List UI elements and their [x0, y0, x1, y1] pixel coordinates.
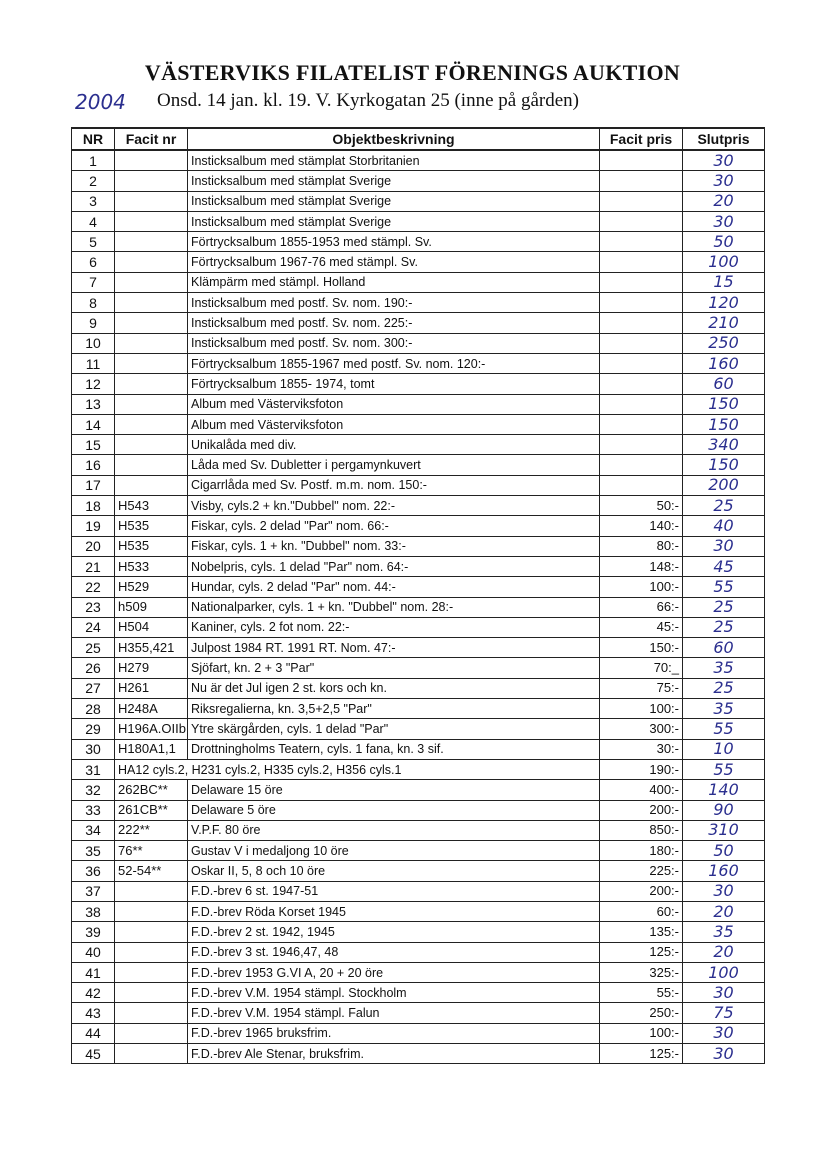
table-row — [72, 455, 765, 475]
row-facit-price: 135:- — [600, 922, 683, 942]
row-facit-number: 261CB** — [115, 800, 188, 820]
row-description: Fiskar, cyls. 1 + kn. "Dubbel" nom. 33:- — [188, 536, 600, 556]
row-number: 5 — [72, 232, 115, 252]
row-facit-price: 148:- — [600, 556, 683, 576]
document-title: VÄSTERVIKS FILATELIST FÖRENINGS AUKTION — [144, 60, 681, 85]
table-row — [72, 374, 765, 394]
row-facit-price — [600, 171, 683, 191]
row-final-price: 150 — [683, 455, 765, 475]
row-description: F.D.-brev 2 st. 1942, 1945 — [188, 922, 600, 942]
table-row — [72, 901, 765, 921]
row-facit-number — [115, 374, 188, 394]
row-facit-number: H504 — [115, 617, 188, 637]
table-row — [72, 536, 765, 556]
row-facit-number — [115, 942, 188, 962]
row-description: Visby, cyls.2 + kn."Dubbel" nom. 22:- — [188, 496, 600, 516]
row-facit-price: 80:- — [600, 536, 683, 556]
row-facit-number: H248A — [115, 699, 188, 719]
row-facit-price: 100:- — [600, 699, 683, 719]
row-description: F.D.-brev V.M. 1954 stämpl. Stockholm — [188, 983, 600, 1003]
row-description: Fiskar, cyls. 2 delad "Par" nom. 66:- — [188, 516, 600, 536]
row-number: 1 — [72, 150, 115, 171]
row-facit-price: 66:- — [600, 597, 683, 617]
row-number: 38 — [72, 901, 115, 921]
table-row — [72, 678, 765, 698]
row-facit-number: h509 — [115, 597, 188, 617]
table-row — [72, 1044, 765, 1064]
row-description: Förtrycksalbum 1855-1967 med postf. Sv. nom. 120:- — [188, 353, 600, 373]
row-facit-number — [115, 435, 188, 455]
row-description: Förtrycksalbum 1967-76 med stämpl. Sv. — [188, 252, 600, 272]
table-row — [72, 516, 765, 536]
row-description: Nobelpris, cyls. 1 delad "Par" nom. 64:- — [188, 556, 600, 576]
row-number: 26 — [72, 658, 115, 678]
row-number: 24 — [72, 617, 115, 637]
event-details: Onsd. 14 jan. kl. 19. V. Kyrkogatan 25 (inne på gården) — [157, 90, 579, 111]
row-final-price: 150 — [683, 394, 765, 414]
row-description: Nationalparker, cyls. 1 + kn. "Dubbel" nom. 28:- — [188, 597, 600, 617]
row-facit-price: 45:- — [600, 617, 683, 637]
table-header-row — [72, 128, 765, 150]
row-final-price: 50 — [683, 841, 765, 861]
row-description: Kaniner, cyls. 2 fot nom. 22:- — [188, 617, 600, 637]
row-description: Oskar II, 5, 8 och 10 öre — [188, 861, 600, 881]
table-row — [72, 171, 765, 191]
row-facit-price — [600, 333, 683, 353]
row-facit-price: 180:- — [600, 841, 683, 861]
row-facit-price — [600, 150, 683, 171]
row-facit-number — [115, 1044, 188, 1064]
row-description: Riksregalierna, kn. 3,5+2,5 "Par" — [188, 699, 600, 719]
row-number: 35 — [72, 841, 115, 861]
row-facit-number: 52-54** — [115, 861, 188, 881]
row-final-price: 140 — [683, 780, 765, 800]
row-final-price: 100 — [683, 962, 765, 982]
table-row — [72, 942, 765, 962]
row-facit-price — [600, 414, 683, 434]
table-row — [72, 658, 765, 678]
row-description: Hundar, cyls. 2 delad "Par" nom. 44:- — [188, 577, 600, 597]
row-description: Delaware 5 öre — [188, 800, 600, 820]
table-row — [72, 435, 765, 455]
row-final-price: 75 — [683, 1003, 765, 1023]
row-number: 21 — [72, 556, 115, 576]
row-facit-price: 30:- — [600, 739, 683, 759]
row-facit-number — [115, 252, 188, 272]
row-description: Cigarrlåda med Sv. Postf. m.m. nom. 150:- — [188, 475, 600, 495]
table-row — [72, 272, 765, 292]
table-row — [72, 353, 765, 373]
row-facit-number: 262BC** — [115, 780, 188, 800]
row-final-price: 20 — [683, 901, 765, 921]
row-facit-price — [600, 374, 683, 394]
row-facit-number — [115, 272, 188, 292]
row-facit-number: H535 — [115, 536, 188, 556]
row-number: 11 — [72, 353, 115, 373]
row-final-price: 120 — [683, 293, 765, 313]
row-final-price: 160 — [683, 353, 765, 373]
row-facit-price — [600, 272, 683, 292]
row-number: 4 — [72, 211, 115, 231]
table-row — [72, 150, 765, 171]
row-number: 8 — [72, 293, 115, 313]
row-facit-number — [115, 211, 188, 231]
row-facit-price: 325:- — [600, 962, 683, 982]
row-facit-number — [115, 901, 188, 921]
row-description: Album med Västerviksfoton — [188, 414, 600, 434]
row-facit-price: 100:- — [600, 577, 683, 597]
row-facit-price — [600, 475, 683, 495]
row-final-price: 55 — [683, 577, 765, 597]
table-row — [72, 739, 765, 759]
row-final-price: 210 — [683, 313, 765, 333]
table-row — [72, 394, 765, 414]
row-description: Insticksalbum med postf. Sv. nom. 225:- — [188, 313, 600, 333]
row-description: Låda med Sv. Dubletter i pergamynkuvert — [188, 455, 600, 475]
row-number: 15 — [72, 435, 115, 455]
row-final-price: 60 — [683, 638, 765, 658]
row-facit-price: 55:- — [600, 983, 683, 1003]
row-facit-price — [600, 293, 683, 313]
row-facit-number: H261 — [115, 678, 188, 698]
row-description: Nu är det Jul igen 2 st. kors och kn. — [188, 678, 600, 698]
row-facit-number: H355,421 — [115, 638, 188, 658]
row-facit-price: 125:- — [600, 942, 683, 962]
row-final-price: 30 — [683, 881, 765, 901]
table-row — [72, 475, 765, 495]
row-facit-price: 70:_ — [600, 658, 683, 678]
row-number: 28 — [72, 699, 115, 719]
row-facit-number — [115, 353, 188, 373]
row-final-price: 50 — [683, 232, 765, 252]
row-final-price: 150 — [683, 414, 765, 434]
row-facit-number: H279 — [115, 658, 188, 678]
row-final-price: 200 — [683, 475, 765, 495]
row-facit-number — [115, 232, 188, 252]
row-description: Delaware 15 öre — [188, 780, 600, 800]
row-facit-price — [600, 394, 683, 414]
row-description: Album med Västerviksfoton — [188, 394, 600, 414]
row-final-price: 250 — [683, 333, 765, 353]
row-number: 16 — [72, 455, 115, 475]
row-facit-number — [115, 414, 188, 434]
row-number: 10 — [72, 333, 115, 353]
row-final-price: 30 — [683, 1044, 765, 1064]
row-final-price: 30 — [683, 536, 765, 556]
row-facit-price: 400:- — [600, 780, 683, 800]
row-facit-number — [115, 475, 188, 495]
row-combined-description: HA12 cyls.2, H231 cyls.2, H335 cyls.2, H356 cyls.1 — [115, 759, 600, 779]
row-number: 12 — [72, 374, 115, 394]
row-facit-price: 150:- — [600, 638, 683, 658]
row-final-price: 25 — [683, 597, 765, 617]
row-number: 41 — [72, 962, 115, 982]
table-row — [72, 719, 765, 739]
row-description: F.D.-brev 3 st. 1946,47, 48 — [188, 942, 600, 962]
row-facit-number — [115, 394, 188, 414]
row-facit-number: H196A.OIIb — [115, 719, 188, 739]
row-description: Insticksalbum med stämplat Sverige — [188, 191, 600, 211]
row-description: Förtrycksalbum 1855-1953 med stämpl. Sv. — [188, 232, 600, 252]
row-final-price: 60 — [683, 374, 765, 394]
table-row — [72, 496, 765, 516]
table-row — [72, 759, 765, 779]
row-facit-price: 250:- — [600, 1003, 683, 1023]
row-facit-number: H180A1,1 — [115, 739, 188, 759]
row-facit-number: H529 — [115, 577, 188, 597]
row-facit-number — [115, 150, 188, 171]
row-facit-number — [115, 881, 188, 901]
row-description: Sjöfart, kn. 2 + 3 "Par" — [188, 658, 600, 678]
table-row — [72, 922, 765, 942]
row-facit-price: 125:- — [600, 1044, 683, 1064]
row-description: Klämpärm med stämpl. Holland — [188, 272, 600, 292]
row-number: 22 — [72, 577, 115, 597]
table-body — [72, 150, 765, 1064]
row-number: 23 — [72, 597, 115, 617]
row-number: 18 — [72, 496, 115, 516]
row-description: Insticksalbum med stämplat Sverige — [188, 211, 600, 231]
row-facit-number — [115, 333, 188, 353]
row-facit-price: 850:- — [600, 820, 683, 840]
col-header-description: Objektbeskrivning — [188, 128, 600, 150]
row-description: Unikalåda med div. — [188, 435, 600, 455]
table-row — [72, 861, 765, 881]
row-description: V.P.F. 80 öre — [188, 820, 600, 840]
row-facit-number — [115, 922, 188, 942]
table-row — [72, 597, 765, 617]
row-final-price: 30 — [683, 171, 765, 191]
table-row — [72, 1023, 765, 1043]
row-final-price: 25 — [683, 617, 765, 637]
row-final-price: 35 — [683, 699, 765, 719]
row-description: Insticksalbum med postf. Sv. nom. 300:- — [188, 333, 600, 353]
row-facit-number — [115, 1023, 188, 1043]
table-row — [72, 414, 765, 434]
row-number: 20 — [72, 536, 115, 556]
row-final-price: 25 — [683, 678, 765, 698]
table-row — [72, 699, 765, 719]
row-number: 7 — [72, 272, 115, 292]
row-facit-price — [600, 211, 683, 231]
row-number: 29 — [72, 719, 115, 739]
row-facit-number — [115, 455, 188, 475]
row-final-price: 15 — [683, 272, 765, 292]
row-final-price: 40 — [683, 516, 765, 536]
row-number: 14 — [72, 414, 115, 434]
table-row — [72, 191, 765, 211]
table-row — [72, 820, 765, 840]
row-facit-price — [600, 353, 683, 373]
row-description: Insticksalbum med stämplat Sverige — [188, 171, 600, 191]
row-facit-price: 100:- — [600, 1023, 683, 1043]
row-final-price: 160 — [683, 861, 765, 881]
row-final-price: 340 — [683, 435, 765, 455]
row-facit-number — [115, 1003, 188, 1023]
row-number: 27 — [72, 678, 115, 698]
table-row — [72, 800, 765, 820]
row-description: F.D.-brev Ale Stenar, bruksfrim. — [188, 1044, 600, 1064]
table-row — [72, 780, 765, 800]
row-number: 36 — [72, 861, 115, 881]
table-row — [72, 638, 765, 658]
table-row — [72, 577, 765, 597]
table-row — [72, 1003, 765, 1023]
row-facit-price — [600, 232, 683, 252]
row-final-price: 100 — [683, 252, 765, 272]
row-number: 31 — [72, 759, 115, 779]
row-final-price: 45 — [683, 556, 765, 576]
row-description: Insticksalbum med stämplat Storbritanien — [188, 150, 600, 171]
row-facit-price: 140:- — [600, 516, 683, 536]
row-number: 19 — [72, 516, 115, 536]
row-description: F.D.-brev V.M. 1954 stämpl. Falun — [188, 1003, 600, 1023]
row-description: Gustav V i medaljong 10 öre — [188, 841, 600, 861]
row-number: 40 — [72, 942, 115, 962]
row-facit-number — [115, 171, 188, 191]
handwritten-year: 2004 — [75, 90, 126, 114]
row-number: 6 — [72, 252, 115, 272]
row-description: F.D.-brev 1953 G.VI A, 20 + 20 öre — [188, 962, 600, 982]
row-facit-price — [600, 191, 683, 211]
row-facit-number: H543 — [115, 496, 188, 516]
table-row — [72, 983, 765, 1003]
row-number: 13 — [72, 394, 115, 414]
row-facit-price: 50:- — [600, 496, 683, 516]
subtitle-line — [0, 90, 825, 116]
col-header-facit-nr: Facit nr — [115, 128, 188, 150]
table-row — [72, 211, 765, 231]
row-final-price: 55 — [683, 719, 765, 739]
table-row — [72, 313, 765, 333]
col-header-final-price: Slutpris — [683, 128, 765, 150]
row-facit-number — [115, 983, 188, 1003]
row-final-price: 25 — [683, 496, 765, 516]
row-facit-price: 60:- — [600, 901, 683, 921]
table-row — [72, 252, 765, 272]
row-final-price: 30 — [683, 211, 765, 231]
row-final-price: 35 — [683, 922, 765, 942]
row-description: F.D.-brev 6 st. 1947-51 — [188, 881, 600, 901]
row-final-price: 30 — [683, 1023, 765, 1043]
row-description: Ytre skärgården, cyls. 1 delad "Par" — [188, 719, 600, 739]
row-final-price: 30 — [683, 150, 765, 171]
row-facit-number: H535 — [115, 516, 188, 536]
auction-table — [71, 127, 765, 1064]
table-row — [72, 962, 765, 982]
row-final-price: 20 — [683, 191, 765, 211]
row-facit-price: 75:- — [600, 678, 683, 698]
row-number: 43 — [72, 1003, 115, 1023]
row-description: F.D.-brev 1965 bruksfrim. — [188, 1023, 600, 1043]
row-final-price: 90 — [683, 800, 765, 820]
row-facit-number — [115, 293, 188, 313]
row-final-price: 30 — [683, 983, 765, 1003]
row-number: 32 — [72, 780, 115, 800]
table-row — [72, 617, 765, 637]
row-number: 9 — [72, 313, 115, 333]
row-facit-number: H533 — [115, 556, 188, 576]
row-final-price: 10 — [683, 739, 765, 759]
row-facit-number — [115, 191, 188, 211]
row-description: Förtrycksalbum 1855- 1974, tomt — [188, 374, 600, 394]
table-row — [72, 293, 765, 313]
row-description: Julpost 1984 RT. 1991 RT. Nom. 47:- — [188, 638, 600, 658]
row-number: 3 — [72, 191, 115, 211]
row-facit-number — [115, 962, 188, 982]
table-row — [72, 556, 765, 576]
row-number: 33 — [72, 800, 115, 820]
row-number: 37 — [72, 881, 115, 901]
table-row — [72, 881, 765, 901]
row-facit-number: 222** — [115, 820, 188, 840]
table-row — [72, 841, 765, 861]
row-description: Insticksalbum med postf. Sv. nom. 190:- — [188, 293, 600, 313]
row-number: 2 — [72, 171, 115, 191]
row-number: 45 — [72, 1044, 115, 1064]
row-final-price: 55 — [683, 759, 765, 779]
row-description: F.D.-brev Röda Korset 1945 — [188, 901, 600, 921]
row-facit-price: 190:- — [600, 759, 683, 779]
row-description: Drottningholms Teatern, cyls. 1 fana, kn. 3 sif. — [188, 739, 600, 759]
row-facit-price — [600, 455, 683, 475]
row-facit-price — [600, 252, 683, 272]
row-number: 25 — [72, 638, 115, 658]
col-header-facit-price: Facit pris — [600, 128, 683, 150]
row-facit-price: 225:- — [600, 861, 683, 881]
table-row — [72, 232, 765, 252]
row-final-price: 35 — [683, 658, 765, 678]
row-facit-price: 200:- — [600, 881, 683, 901]
row-number: 39 — [72, 922, 115, 942]
row-facit-price — [600, 313, 683, 333]
row-number: 30 — [72, 739, 115, 759]
row-final-price: 20 — [683, 942, 765, 962]
row-facit-price: 200:- — [600, 800, 683, 820]
row-number: 34 — [72, 820, 115, 840]
col-header-nr: NR — [72, 128, 115, 150]
row-number: 44 — [72, 1023, 115, 1043]
row-facit-number — [115, 313, 188, 333]
table-row — [72, 333, 765, 353]
row-final-price: 310 — [683, 820, 765, 840]
row-number: 17 — [72, 475, 115, 495]
row-facit-price: 300:- — [600, 719, 683, 739]
row-facit-price — [600, 435, 683, 455]
row-number: 42 — [72, 983, 115, 1003]
row-facit-number: 76** — [115, 841, 188, 861]
